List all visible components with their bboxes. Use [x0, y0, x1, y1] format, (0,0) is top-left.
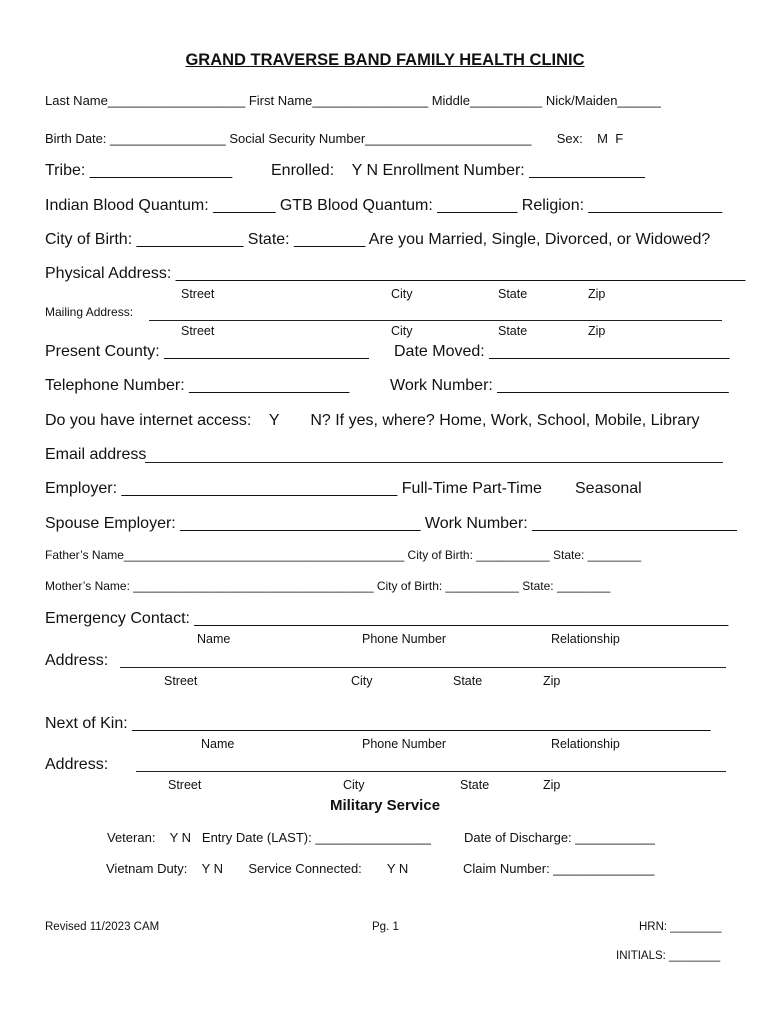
vietnam-duty-row[interactable]: Vietnam Duty: Y N Service Connected: Y N — [106, 861, 409, 876]
seasonal-option[interactable]: Seasonal — [575, 480, 642, 497]
page-number: Pg. 1 — [372, 921, 399, 933]
internet-access-row[interactable]: Do you have internet access: Y N? If yes, where? Home, Work, School, Mobile, Library — [45, 412, 700, 429]
mailing-zip-label: Zip — [588, 324, 606, 338]
mailing-address-line[interactable] — [149, 320, 722, 321]
mailing-city-label: City — [391, 324, 413, 338]
physical-city-label: City — [391, 287, 413, 301]
emergency-relationship-label: Relationship — [551, 632, 620, 646]
birth-ssn-sex-row[interactable]: Birth Date: ________________ Social Security Number_______________________ Sex: M F — [45, 131, 624, 146]
physical-address-field[interactable]: Physical Address: ________________________________________________________________ — [45, 265, 746, 282]
physical-street-label: Street — [181, 287, 215, 301]
initials-field[interactable]: INITIALS: ________ — [616, 950, 721, 962]
enrollment-field[interactable]: Enrolled: Y N Enrollment Number: _____________ — [271, 162, 645, 179]
tribe-field[interactable]: Tribe: ________________ — [45, 162, 233, 179]
emergency-address-label: Address: — [45, 652, 109, 669]
physical-zip-label: Zip — [588, 287, 606, 301]
hrn-field[interactable]: HRN: ________ — [639, 921, 722, 933]
telephone-field[interactable]: Telephone Number: __________________ — [45, 377, 350, 394]
name-row[interactable]: Last Name___________________ First Name________________ Middle__________ Nick/Maiden______ — [45, 93, 661, 108]
emergency-zip-label: Zip — [543, 674, 561, 688]
discharge-date-field[interactable]: Date of Discharge: ___________ — [464, 830, 655, 845]
kin-address-label: Address: — [45, 756, 109, 773]
kin-phone-label: Phone Number — [362, 737, 447, 751]
emergency-contact-field[interactable]: Emergency Contact: ____________________________________________________________ — [45, 610, 729, 627]
physical-state-label: State — [498, 287, 528, 301]
city-of-birth-row[interactable]: City of Birth: ____________ State: ________ Are you Married, Single, Divorced, or Widowed? — [45, 231, 711, 248]
emergency-address-line[interactable] — [120, 667, 726, 668]
mailing-state-label: State — [498, 324, 528, 338]
emergency-state-label: State — [453, 674, 483, 688]
revision-note: Revised 11/2023 CAM — [45, 921, 160, 933]
kin-address-line[interactable] — [136, 771, 726, 772]
kin-city-label: City — [343, 778, 365, 792]
emergency-street-label: Street — [164, 674, 198, 688]
veteran-row[interactable]: Veteran: Y N Entry Date (LAST): ________________ — [107, 830, 432, 845]
kin-zip-label: Zip — [543, 778, 561, 792]
emergency-phone-label: Phone Number — [362, 632, 447, 646]
mother-row[interactable]: Mother’s Name: ____________________________________ City of Birth: ___________ State: ________ — [45, 579, 611, 593]
next-of-kin-field[interactable]: Next of Kin: _________________________________________________________________ — [45, 715, 711, 732]
spouse-employer-row[interactable]: Spouse Employer: ___________________________ Work Number: _______________________ — [45, 515, 737, 532]
blood-quantum-row[interactable]: Indian Blood Quantum: _______ GTB Blood Quantum: _________ Religion: _______________ — [45, 197, 722, 214]
employer-row[interactable]: Employer: _______________________________ Full-Time Part-Time — [45, 480, 542, 497]
email-label: Email address — [45, 446, 147, 463]
present-county-field[interactable]: Present County: _______________________ — [45, 343, 369, 360]
kin-state-label: State — [460, 778, 490, 792]
emergency-city-label: City — [351, 674, 373, 688]
kin-street-label: Street — [168, 778, 202, 792]
claim-number-field[interactable]: Claim Number: ______________ — [463, 861, 655, 876]
work-number-field[interactable]: Work Number: __________________________ — [390, 377, 729, 394]
father-row[interactable]: Father’s Name__________________________________________ City of Birth: ___________ State: ________ — [45, 548, 642, 562]
form-title: GRAND TRAVERSE BAND FAMILY HEALTH CLINIC — [185, 51, 585, 69]
mailing-address-label: Mailing Address: — [45, 305, 134, 319]
date-moved-field[interactable]: Date Moved: ___________________________ — [394, 343, 730, 360]
kin-relationship-label: Relationship — [551, 737, 620, 751]
kin-name-label: Name — [201, 737, 235, 751]
email-line[interactable] — [145, 462, 723, 463]
military-heading: Military Service — [329, 797, 441, 814]
mailing-street-label: Street — [181, 324, 215, 338]
emergency-name-label: Name — [197, 632, 231, 646]
